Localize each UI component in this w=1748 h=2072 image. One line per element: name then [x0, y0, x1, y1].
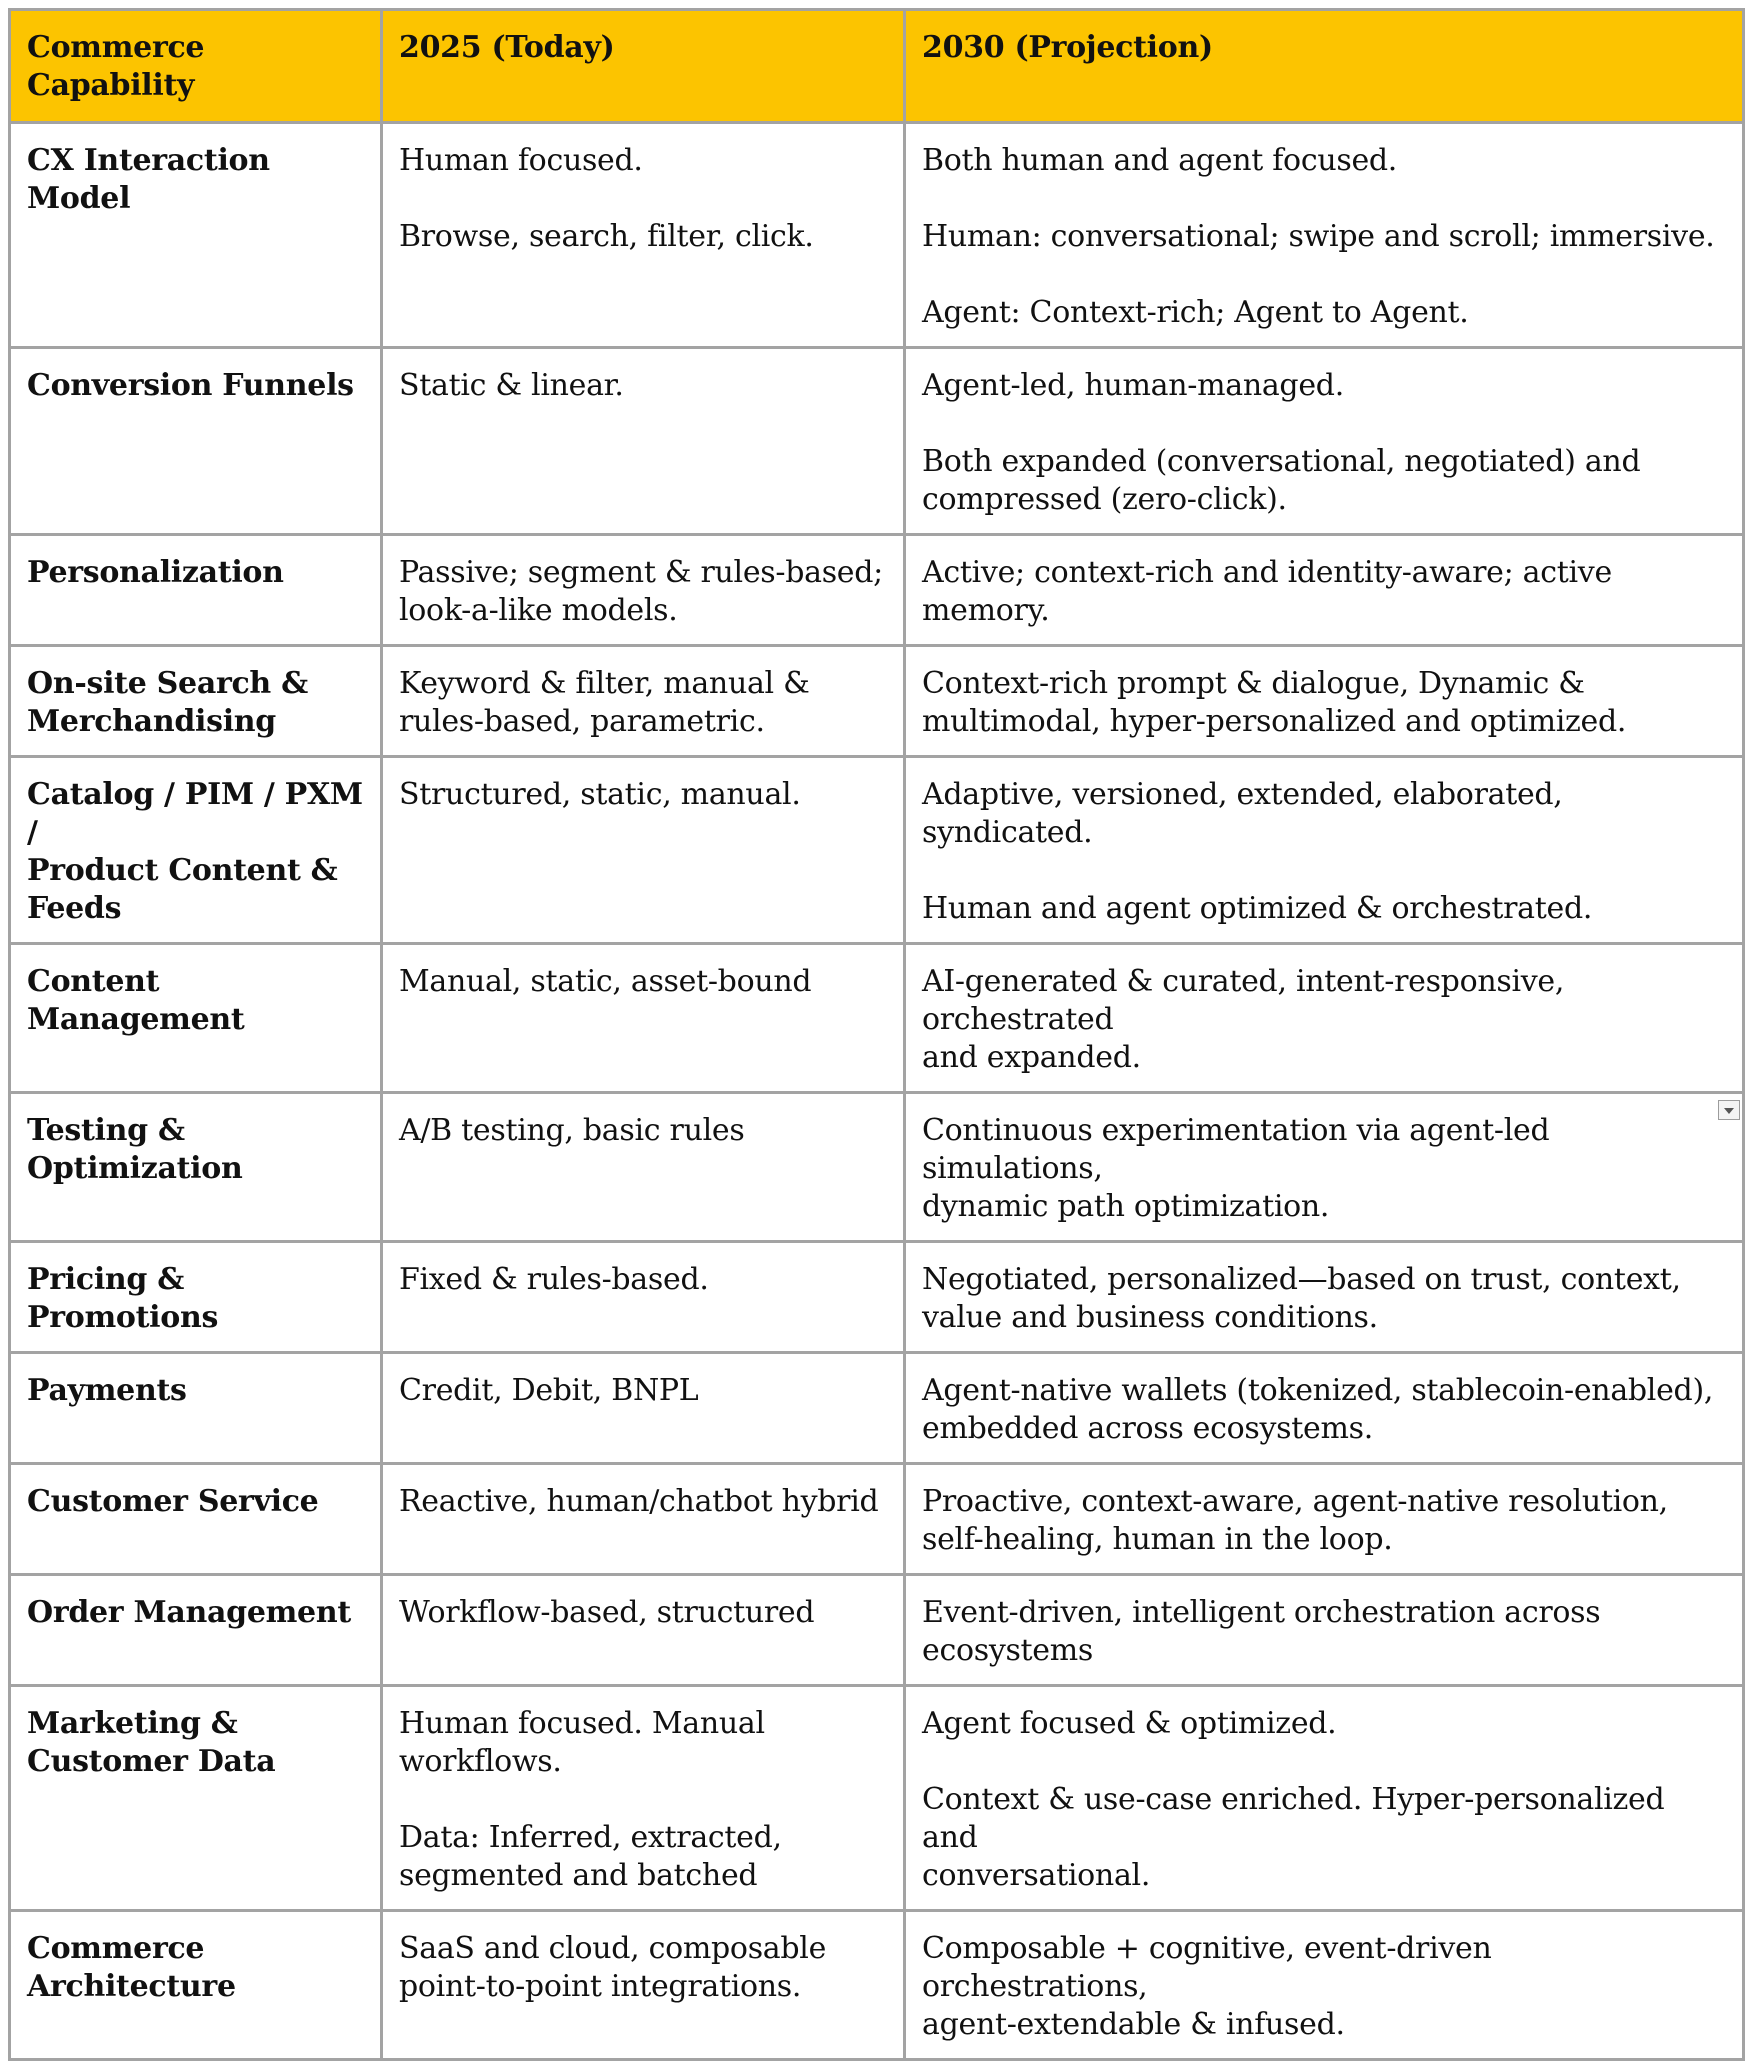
- table-body: [10, 123, 1744, 2060]
- today-text: A/B testing, basic rules: [399, 1113, 745, 1148]
- projection-text: Both expanded (conversational, negotiated) and compressed (zero-click).: [922, 444, 1641, 517]
- today-cell: [382, 348, 905, 535]
- projection-text: Human: conversational; swipe and scroll; immersive.: [922, 219, 1715, 254]
- today-text: Credit, Debit, BNPL: [399, 1373, 699, 1408]
- table-row: [10, 348, 1744, 535]
- projection-text: Agent focused & optimized.: [922, 1706, 1337, 1741]
- today-text: Workflow-based, structured: [399, 1595, 815, 1630]
- today-cell: [382, 1911, 905, 2060]
- capability-cell-commerce-architecture: [10, 1911, 382, 2060]
- projection-cell: [905, 1353, 1744, 1464]
- header-commerce-capability: Commerce Capability: [10, 10, 382, 123]
- capability-cell-payments: [10, 1353, 382, 1464]
- projection-cell: [905, 944, 1744, 1093]
- comparison-table-wrapper: [8, 8, 1742, 2061]
- today-cell: [382, 646, 905, 757]
- table-row: [10, 1242, 1744, 1353]
- projection-cell: [905, 1911, 1744, 2060]
- capability-label: CX Interaction Model: [27, 143, 270, 216]
- projection-cell: [905, 535, 1744, 646]
- today-cell: [382, 123, 905, 348]
- today-cell: [382, 944, 905, 1093]
- projection-cell: [905, 123, 1744, 348]
- today-text: Data: Inferred, extracted, segmented and batched: [399, 1820, 782, 1893]
- projection-text: Human and agent optimized & orchestrated.: [922, 891, 1593, 926]
- chevron-down-icon[interactable]: [1718, 1100, 1740, 1120]
- header-2030-projection: 2030 (Projection): [905, 10, 1744, 123]
- commerce-capability-table: [8, 8, 1745, 2061]
- header-2025-today: 2025 (Today): [382, 10, 905, 123]
- table-row: [10, 123, 1744, 348]
- capability-label: Content Management: [27, 964, 245, 1037]
- table-header-row: [10, 10, 1744, 123]
- capability-label: Marketing & Customer Data: [27, 1706, 276, 1779]
- capability-label: Order Management: [27, 1595, 351, 1630]
- projection-text: Agent: Context-rich; Agent to Agent.: [922, 295, 1469, 330]
- today-cell: [382, 1242, 905, 1353]
- today-cell: [382, 1093, 905, 1242]
- capability-label: Customer Service: [27, 1484, 319, 1519]
- projection-cell: [905, 1242, 1744, 1353]
- projection-text: Continuous experimentation via agent-led simulations, dynamic path optimization.: [922, 1113, 1550, 1224]
- table-row: [10, 757, 1744, 944]
- today-text: Static & linear.: [399, 368, 624, 403]
- projection-cell: [905, 1093, 1744, 1242]
- today-text: Keyword & filter, manual & rules-based, parametric.: [399, 666, 810, 739]
- today-cell: [382, 757, 905, 944]
- capability-cell-testing-optimization: [10, 1093, 382, 1242]
- projection-cell: [905, 1686, 1744, 1911]
- capability-cell-cx-interaction-model: [10, 123, 382, 348]
- today-text: Human focused.: [399, 143, 643, 178]
- today-cell: [382, 535, 905, 646]
- today-cell: [382, 1353, 905, 1464]
- projection-text: Active; context-rich and identity-aware; active memory.: [922, 555, 1612, 628]
- table-row: [10, 1464, 1744, 1575]
- capability-cell-pricing-promotions: [10, 1242, 382, 1353]
- capability-cell-conversion-funnels: [10, 348, 382, 535]
- projection-cell: [905, 348, 1744, 535]
- capability-label: Pricing & Promotions: [27, 1262, 219, 1335]
- capability-cell-customer-service: [10, 1464, 382, 1575]
- projection-text: Proactive, context-aware, agent-native resolution, self-healing, human in the loop.: [922, 1484, 1668, 1557]
- projection-cell: [905, 1575, 1744, 1686]
- table-row: [10, 1575, 1744, 1686]
- projection-text: Negotiated, personalized—based on trust, context, value and business conditions.: [922, 1262, 1681, 1335]
- table-row: [10, 1093, 1744, 1242]
- projection-text: Context & use-case enriched. Hyper-personalized and conversational.: [922, 1782, 1665, 1893]
- projection-text: Agent-native wallets (tokenized, stablecoin-enabled), embedded across ecosystems.: [922, 1373, 1714, 1446]
- capability-cell-marketing-customer-data: [10, 1686, 382, 1911]
- projection-cell: [905, 646, 1744, 757]
- today-text: Reactive, human/chatbot hybrid: [399, 1484, 879, 1519]
- table-row: [10, 1353, 1744, 1464]
- projection-text: Composable + cognitive, event-driven orchestrations, agent-extendable & infused.: [922, 1931, 1492, 2042]
- projection-text: Event-driven, intelligent orchestration across ecosystems: [922, 1595, 1601, 1668]
- capability-cell-content-management: [10, 944, 382, 1093]
- today-text: Human focused. Manual workflows.: [399, 1706, 765, 1779]
- table-row: [10, 646, 1744, 757]
- capability-label: Conversion Funnels: [27, 368, 354, 403]
- today-text: Manual, static, asset-bound: [399, 964, 812, 999]
- table-row: [10, 535, 1744, 646]
- table-row: [10, 1686, 1744, 1911]
- capability-label: Payments: [27, 1373, 187, 1408]
- capability-cell-catalog-pim-pxm-product-content-feeds: [10, 757, 382, 944]
- capability-label: Catalog / PIM / PXM / Product Content & Feeds: [27, 777, 363, 926]
- projection-text: Adaptive, versioned, extended, elaborated, syndicated.: [922, 777, 1563, 850]
- capability-cell-personalization: [10, 535, 382, 646]
- table-row: [10, 1911, 1744, 2060]
- today-text: SaaS and cloud, composable point-to-point integrations.: [399, 1931, 827, 2004]
- capability-label: Commerce Architecture: [27, 1931, 236, 2004]
- capability-cell-order-management: [10, 1575, 382, 1686]
- projection-text: Both human and agent focused.: [922, 143, 1398, 178]
- today-text: Fixed & rules-based.: [399, 1262, 709, 1297]
- today-text: Passive; segment & rules-based; look-a-like models.: [399, 555, 883, 628]
- projection-text: Agent-led, human-managed.: [922, 368, 1344, 403]
- today-text: Structured, static, manual.: [399, 777, 801, 812]
- projection-cell: [905, 757, 1744, 944]
- projection-text: AI-generated & curated, intent-responsive, orchestrated and expanded.: [922, 964, 1565, 1075]
- table-row: [10, 944, 1744, 1093]
- capability-label: Testing & Optimization: [27, 1113, 243, 1186]
- projection-text: Context-rich prompt & dialogue, Dynamic & multimodal, hyper-personalized and optimized.: [922, 666, 1627, 739]
- today-cell: [382, 1464, 905, 1575]
- capability-label: Personalization: [27, 555, 284, 590]
- today-cell: [382, 1686, 905, 1911]
- projection-cell: [905, 1464, 1744, 1575]
- today-text: Browse, search, filter, click.: [399, 219, 814, 254]
- capability-cell-on-site-search-merchandising: [10, 646, 382, 757]
- today-cell: [382, 1575, 905, 1686]
- capability-label: On-site Search & Merchandising: [27, 666, 308, 739]
